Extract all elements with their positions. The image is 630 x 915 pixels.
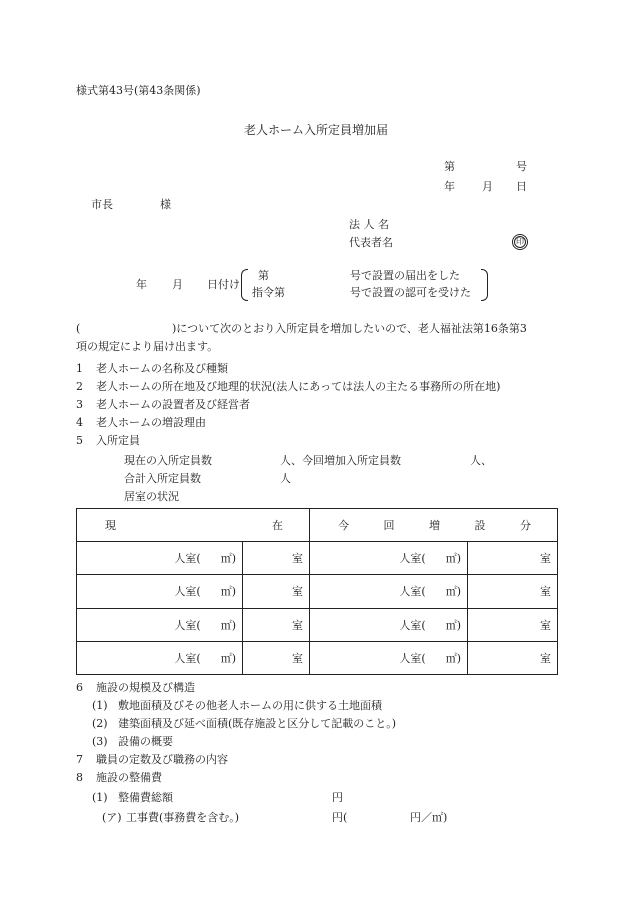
header-increase-char: 分 xyxy=(520,519,531,533)
item-text: 職員の定数及び職務の内容 xyxy=(96,753,228,766)
corp-name-label: 法 人 名 xyxy=(349,218,389,231)
item-num: (1) xyxy=(92,699,108,712)
number-dai: 第 xyxy=(444,160,455,173)
room-cell: 人室( ㎡) xyxy=(310,641,468,674)
item-num: 7 xyxy=(76,753,83,766)
current-capacity-unit: 人、今回増加入所定員数 xyxy=(280,454,401,467)
header-current-a: 現 xyxy=(105,519,116,533)
number-go: 号 xyxy=(516,160,527,173)
representative-label: 代表者名 xyxy=(349,236,393,249)
body-line2: 項の規定により届け出ます。 xyxy=(76,340,219,353)
addressee-mayor: 市長 xyxy=(91,198,113,211)
total-capacity-unit: 人 xyxy=(280,472,291,485)
room-cell: 人室( ㎡) xyxy=(310,608,468,641)
item-num: 4 xyxy=(76,416,83,429)
item-text: 施設の規模及び構造 xyxy=(96,681,195,694)
increase-capacity-unit: 人、 xyxy=(470,454,492,467)
shitsu-cell: 室 xyxy=(243,542,310,575)
left-bracket xyxy=(241,269,248,301)
shitsu-cell: 室 xyxy=(468,542,558,575)
shitsu-cell: 室 xyxy=(468,641,558,674)
document-title: 老人ホーム入所定員増加届 xyxy=(244,123,389,137)
construction-cost-unit-b: 円／㎡) xyxy=(410,811,448,824)
rooms-table xyxy=(76,508,558,675)
item-num: 8 xyxy=(76,771,83,784)
header-current-b: 在 xyxy=(272,519,283,533)
room-cell: 人室( ㎡) xyxy=(77,608,243,641)
item-num: 6 xyxy=(76,681,83,694)
item-text: 老人ホームの名称及び種類 xyxy=(96,362,228,375)
item-text: 施設の整備費 xyxy=(96,771,162,784)
date-day: 日 xyxy=(516,180,527,193)
approval-line2-b: 号で設置の認可を受けた xyxy=(350,286,471,299)
body-line1: )について次のとおり入所定員を増加したいので、老人福祉法第16条第3 xyxy=(172,322,527,335)
room-cell: 人室( ㎡) xyxy=(77,641,243,674)
shitsu-cell: 室 xyxy=(243,641,310,674)
item-num: (2) xyxy=(92,717,108,730)
current-capacity-label: 現在の入所定員数 xyxy=(124,454,212,467)
construction-cost-label: 工事費(事務費を含む。) xyxy=(126,811,240,824)
approval-line1-a: 第 xyxy=(258,269,269,282)
item-text: 入所定員 xyxy=(96,434,140,447)
header-increase-char: 増 xyxy=(429,519,440,533)
shitsu-cell: 室 xyxy=(243,608,310,641)
room-cell: 人室( ㎡) xyxy=(77,542,243,575)
date-month: 月 xyxy=(482,180,493,193)
item-text: 老人ホームの設置者及び経営者 xyxy=(96,398,250,411)
item-text: 老人ホームの所在地及び地理的状況(法人にあっては法人の主たる事務所の所在地) xyxy=(96,380,501,393)
table-row xyxy=(77,575,558,608)
header-increase-char: 今 xyxy=(338,519,349,533)
item-text: 設備の概要 xyxy=(118,735,173,748)
room-cell: 人室( ㎡) xyxy=(310,575,468,608)
form-label: 様式第43号(第43条関係) xyxy=(76,84,201,97)
approval-year: 年 xyxy=(136,278,147,291)
shitsu-cell: 室 xyxy=(468,575,558,608)
right-bracket xyxy=(481,269,488,301)
item-num: 1 xyxy=(76,362,83,375)
sub-item-num: (ア) xyxy=(102,811,122,824)
shitsu-cell: 室 xyxy=(243,575,310,608)
addressee-sama: 様 xyxy=(160,198,171,211)
header-increase-char: 回 xyxy=(383,519,395,533)
approval-month: 月 xyxy=(172,278,183,291)
approval-line2-a: 指令第 xyxy=(252,286,285,299)
item-text: 敷地面積及びその他老人ホームの用に供する土地面積 xyxy=(118,699,382,712)
approval-date-suffix: 日付け xyxy=(207,278,240,291)
item-text: 建築面積及び延べ面積(既存施設と区分して記載のこと。) xyxy=(118,717,397,730)
seal-stamp: 印 xyxy=(512,234,528,250)
total-cost-unit: 円 xyxy=(332,791,343,804)
item-num: 5 xyxy=(76,434,83,447)
date-year: 年 xyxy=(444,180,455,193)
item-num: 3 xyxy=(76,398,83,411)
item-text: 老人ホームの増設理由 xyxy=(96,416,206,429)
body-open-paren: ( xyxy=(76,322,81,335)
table-header-row xyxy=(77,509,558,542)
item-num: (1) xyxy=(92,791,108,804)
approval-line1-b: 号で設置の届出をした xyxy=(350,269,460,282)
room-cell: 人室( ㎡) xyxy=(77,575,243,608)
item-num: 2 xyxy=(76,380,83,393)
header-increase-char: 設 xyxy=(474,519,486,533)
item-text: 整備費総額 xyxy=(118,791,173,804)
header-current xyxy=(77,509,310,542)
header-increase xyxy=(310,509,558,542)
table-row xyxy=(77,641,558,674)
construction-cost-unit-a: 円( xyxy=(332,811,348,824)
rooms-status-label: 居室の状況 xyxy=(124,490,179,503)
shitsu-cell: 室 xyxy=(468,608,558,641)
table-row xyxy=(77,608,558,641)
table-row xyxy=(77,542,558,575)
room-cell: 人室( ㎡) xyxy=(310,542,468,575)
item-num: (3) xyxy=(92,735,108,748)
total-capacity-label: 合計入所定員数 xyxy=(124,472,201,485)
